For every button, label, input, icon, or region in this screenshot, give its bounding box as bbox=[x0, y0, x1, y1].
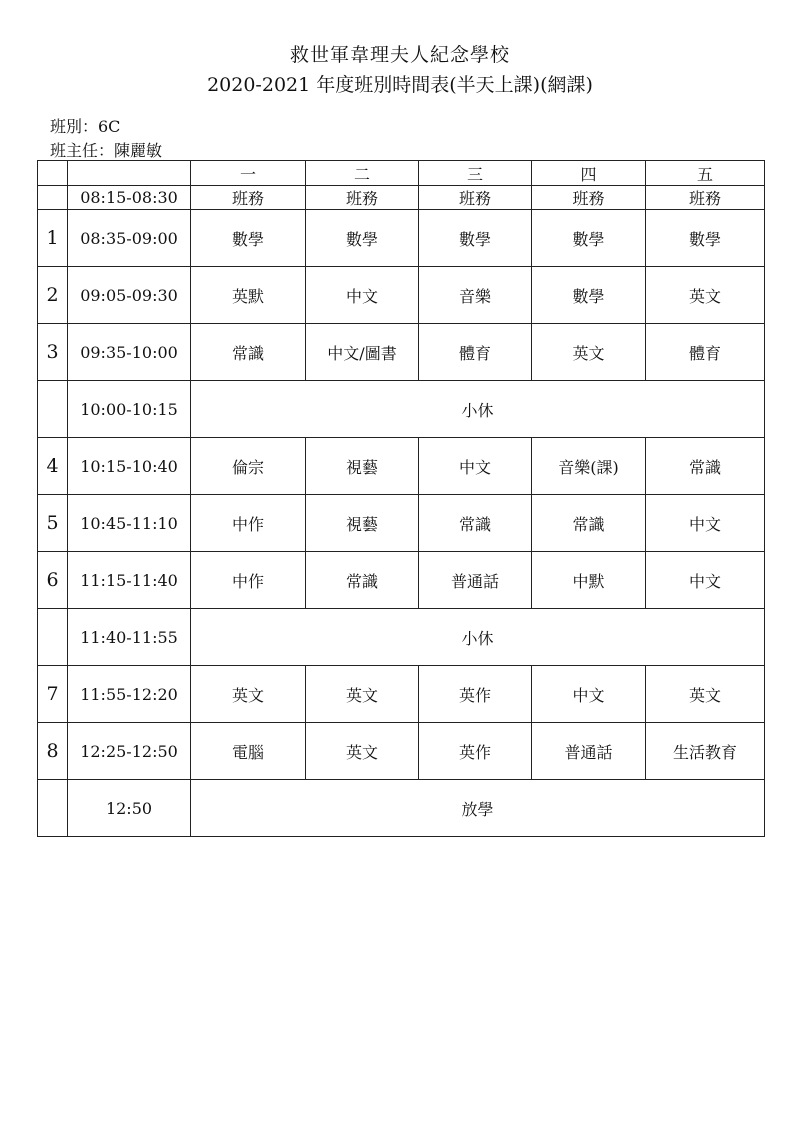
period-number: 1 bbox=[38, 210, 68, 267]
subject-cell: 數學 bbox=[532, 267, 646, 324]
subject-cell: 普通話 bbox=[419, 552, 532, 609]
timetable-title: 2020-2021 年度班別時間表(半天上課)(網課) bbox=[207, 74, 593, 96]
subject-cell: 中作 bbox=[191, 552, 306, 609]
subject-cell: 班務 bbox=[646, 186, 765, 210]
period-number: 3 bbox=[38, 324, 68, 381]
break-row bbox=[38, 609, 765, 666]
period-number bbox=[38, 381, 68, 438]
lesson-row bbox=[38, 552, 765, 609]
period-time: 11:40-11:55 bbox=[68, 609, 191, 666]
subject-cell: 常識 bbox=[191, 324, 306, 381]
day-header: 一 bbox=[191, 161, 306, 186]
period-time: 10:15-10:40 bbox=[68, 438, 191, 495]
subject-cell: 中文 bbox=[646, 495, 765, 552]
subject-cell: 英文 bbox=[646, 666, 765, 723]
timetable bbox=[37, 160, 765, 837]
break-row bbox=[38, 381, 765, 438]
subject-cell: 英文 bbox=[306, 723, 419, 780]
period-time: 10:45-11:10 bbox=[68, 495, 191, 552]
break-label: 小休 bbox=[191, 609, 765, 666]
subject-cell: 英文 bbox=[306, 666, 419, 723]
day-header: 三 bbox=[419, 161, 532, 186]
lesson-row bbox=[38, 438, 765, 495]
break-label: 放學 bbox=[191, 780, 765, 837]
subject-cell: 體育 bbox=[419, 324, 532, 381]
day-header-row bbox=[38, 161, 765, 186]
period-number bbox=[38, 186, 68, 210]
period-time: 08:35-09:00 bbox=[68, 210, 191, 267]
subject-cell: 中默 bbox=[532, 552, 646, 609]
subject-cell: 體育 bbox=[646, 324, 765, 381]
period-time: 11:15-11:40 bbox=[68, 552, 191, 609]
day-header: 二 bbox=[306, 161, 419, 186]
lesson-row bbox=[38, 267, 765, 324]
break-row bbox=[38, 780, 765, 837]
day-header: 五 bbox=[646, 161, 765, 186]
subject-cell: 中文 bbox=[532, 666, 646, 723]
subject-cell: 英作 bbox=[419, 666, 532, 723]
class-label: 班別：6C bbox=[50, 117, 121, 136]
subject-cell: 班務 bbox=[306, 186, 419, 210]
subject-cell: 中文 bbox=[306, 267, 419, 324]
subject-cell: 音樂 bbox=[419, 267, 532, 324]
lesson-row bbox=[38, 210, 765, 267]
period-number: 4 bbox=[38, 438, 68, 495]
subject-cell: 視藝 bbox=[306, 438, 419, 495]
subject-cell: 常識 bbox=[646, 438, 765, 495]
period-time: 11:55-12:20 bbox=[68, 666, 191, 723]
period-number: 5 bbox=[38, 495, 68, 552]
subject-cell: 中文 bbox=[646, 552, 765, 609]
subject-cell: 電腦 bbox=[191, 723, 306, 780]
class-teacher-label: 班主任：陳麗敏 bbox=[50, 141, 163, 160]
subject-cell: 英默 bbox=[191, 267, 306, 324]
subject-cell: 中文/圖書 bbox=[306, 324, 419, 381]
subject-cell: 數學 bbox=[646, 210, 765, 267]
subject-cell: 英作 bbox=[419, 723, 532, 780]
period-time: 09:05-09:30 bbox=[68, 267, 191, 324]
period-number bbox=[38, 780, 68, 837]
day-header: 四 bbox=[532, 161, 646, 186]
period-number: 7 bbox=[38, 666, 68, 723]
subject-cell: 數學 bbox=[532, 210, 646, 267]
subject-cell: 常識 bbox=[419, 495, 532, 552]
subject-cell: 中文 bbox=[419, 438, 532, 495]
lesson-row bbox=[38, 495, 765, 552]
subject-cell: 班務 bbox=[191, 186, 306, 210]
period-number: 8 bbox=[38, 723, 68, 780]
corner-cell bbox=[68, 161, 191, 186]
lesson-row bbox=[38, 666, 765, 723]
lesson-row bbox=[38, 723, 765, 780]
subject-cell: 視藝 bbox=[306, 495, 419, 552]
lesson-row bbox=[38, 324, 765, 381]
subject-cell: 音樂(課) bbox=[532, 438, 646, 495]
subject-cell: 數學 bbox=[419, 210, 532, 267]
period-number: 2 bbox=[38, 267, 68, 324]
subject-cell: 數學 bbox=[191, 210, 306, 267]
period-time: 10:00-10:15 bbox=[68, 381, 191, 438]
subject-cell: 英文 bbox=[532, 324, 646, 381]
subject-cell: 英文 bbox=[191, 666, 306, 723]
subject-cell: 中作 bbox=[191, 495, 306, 552]
period-time: 08:15-08:30 bbox=[68, 186, 191, 210]
subject-cell: 班務 bbox=[532, 186, 646, 210]
subject-cell: 英文 bbox=[646, 267, 765, 324]
school-name: 救世軍韋理夫人紀念學校 bbox=[289, 44, 510, 66]
subject-cell: 常識 bbox=[306, 552, 419, 609]
period-number bbox=[38, 609, 68, 666]
subject-cell: 倫宗 bbox=[191, 438, 306, 495]
period-time: 12:25-12:50 bbox=[68, 723, 191, 780]
subject-cell: 普通話 bbox=[532, 723, 646, 780]
subject-cell: 數學 bbox=[306, 210, 419, 267]
subject-cell: 生活教育 bbox=[646, 723, 765, 780]
period-number: 6 bbox=[38, 552, 68, 609]
period-time: 12:50 bbox=[68, 780, 191, 837]
period-time: 09:35-10:00 bbox=[68, 324, 191, 381]
break-label: 小休 bbox=[191, 381, 765, 438]
subject-cell: 常識 bbox=[532, 495, 646, 552]
homeroom-row bbox=[38, 186, 765, 210]
corner-cell bbox=[38, 161, 68, 186]
subject-cell: 班務 bbox=[419, 186, 532, 210]
